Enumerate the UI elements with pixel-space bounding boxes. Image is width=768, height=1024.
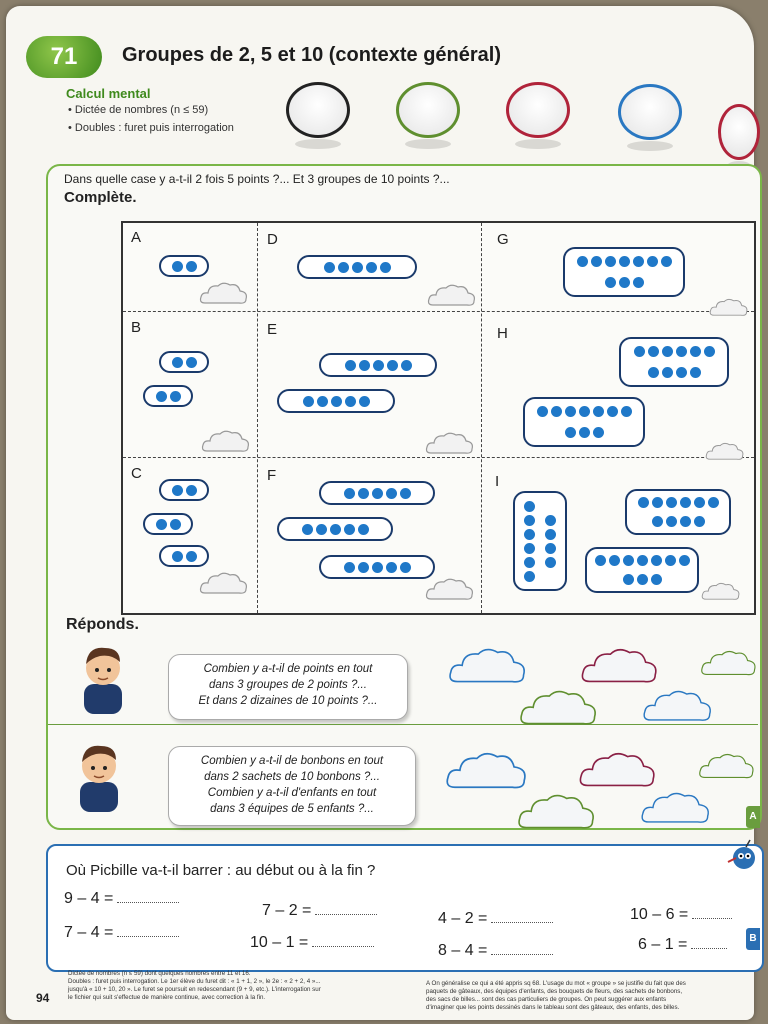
picbille-mascot-icon bbox=[724, 838, 760, 874]
dot-group-5 bbox=[319, 481, 435, 505]
answer-blank[interactable] bbox=[491, 912, 553, 923]
speech-bubble bbox=[168, 654, 408, 720]
subtraction-op: 7 – 2 = bbox=[262, 902, 377, 920]
dot-group-10 bbox=[619, 337, 729, 387]
answer-cloud[interactable] bbox=[701, 579, 741, 605]
exercise1-instruction: Complète. bbox=[64, 189, 137, 206]
answer-cloud[interactable] bbox=[709, 295, 749, 321]
subtraction-op: 10 – 1 = bbox=[250, 934, 374, 952]
dot-group-5 bbox=[297, 255, 417, 279]
answer-cloud[interactable] bbox=[578, 750, 658, 792]
dot-group-10 bbox=[513, 491, 567, 591]
answer-cloud[interactable] bbox=[199, 281, 249, 307]
answer-cloud[interactable] bbox=[705, 439, 745, 465]
calcul-mental-item: • Dictée de nombres (n ≤ 59) bbox=[68, 104, 209, 116]
exercise2-title: Réponds. bbox=[66, 616, 139, 633]
dot-groups-grid bbox=[121, 221, 756, 615]
dot-group-10 bbox=[625, 489, 731, 535]
dot-group-2 bbox=[143, 385, 193, 407]
answer-blank[interactable] bbox=[315, 904, 377, 915]
teacher-note-left: Dictée de nombres (n ≤ 59) dont quelques nombres entre 11 et 16. Doubles : furet puis interrogation. Le 1er élève du furet dit : « 1 + 1, 2 », le 2e : « 2 + 2, 4 »... jusqu'à « 10 + 10, 20 ». Le furet se poursuit en redescendant (9 + 9, etc.). L'interrogation sur le fichier qui suit s'effectue de manière continue, avec correction à la fin. bbox=[68, 970, 321, 1001]
bubble-line: Combien y a-t-il d'enfants en tout bbox=[207, 787, 377, 799]
bubble-line: Et dans 2 dizaines de 10 points ?... bbox=[198, 695, 378, 707]
answer-cloud[interactable] bbox=[444, 750, 530, 794]
cell-label-g: G bbox=[497, 231, 509, 248]
cell-label-f: F bbox=[267, 467, 277, 484]
answer-cloud[interactable] bbox=[199, 571, 249, 597]
answer-blank[interactable] bbox=[312, 936, 374, 947]
teacher-note-right: A On généralise ce qui a été appris sq 68. L'usage du mot « groupe » se justifie du fait que des paquets de gâteaux, des équipes d'enfants, des bouquets de fleurs, des sachets de bonbons, des sacs de billes... sont des cas particuliers de groupes. On peut suggérer aux enfants d'imaginer que les points dessinés dans le tableau sont des gâteaux, des enfants, des billes. bbox=[426, 980, 686, 1011]
dot-group-2 bbox=[159, 479, 209, 501]
dot-group-2 bbox=[143, 513, 193, 535]
answer-blank[interactable] bbox=[117, 892, 179, 903]
answer-ring bbox=[506, 82, 570, 138]
dot-group-5 bbox=[277, 389, 395, 413]
cell-label-b: B bbox=[131, 319, 142, 336]
answer-cloud[interactable] bbox=[425, 431, 475, 457]
dot-group-5 bbox=[319, 555, 435, 579]
answer-cloud[interactable] bbox=[201, 429, 251, 455]
section-tab-b: B bbox=[746, 928, 760, 950]
dot-group-5 bbox=[319, 353, 437, 377]
answer-ring bbox=[396, 82, 460, 138]
cell-label-d: D bbox=[267, 231, 278, 248]
exercise1-question: Dans quelle case y a-t-il 2 fois 5 points ?... Et 3 groupes de 10 points ?... bbox=[64, 172, 450, 186]
calcul-mental-title: Calcul mental bbox=[66, 86, 151, 101]
speech-bubble bbox=[168, 746, 416, 826]
page-number: 94 bbox=[36, 991, 50, 1005]
answer-blank[interactable] bbox=[692, 908, 732, 919]
subtraction-op: 8 – 4 = bbox=[438, 942, 553, 960]
subtraction-op: 4 – 2 = bbox=[438, 910, 553, 928]
answer-cloud[interactable] bbox=[580, 646, 660, 688]
dot-group-2 bbox=[159, 545, 209, 567]
bubble-line: Combien y a-t-il de points en tout bbox=[203, 663, 373, 675]
dot-group-2 bbox=[159, 351, 209, 373]
answer-ring bbox=[618, 84, 682, 140]
answer-cloud[interactable] bbox=[518, 688, 600, 730]
subtraction-op: 10 – 6 = bbox=[630, 906, 732, 924]
answer-ring bbox=[286, 82, 350, 138]
answer-cloud[interactable] bbox=[516, 792, 598, 834]
dot-group-10 bbox=[523, 397, 645, 447]
cell-label-c: C bbox=[131, 465, 142, 482]
cell-label-i: I bbox=[495, 473, 500, 490]
dot-group-10 bbox=[585, 547, 699, 593]
answer-cloud[interactable] bbox=[698, 746, 756, 788]
calcul-mental-item: • Doubles : furet puis interrogation bbox=[68, 122, 234, 134]
answer-blank[interactable] bbox=[117, 926, 179, 937]
child-avatar bbox=[78, 640, 128, 714]
answer-blank[interactable] bbox=[691, 938, 727, 949]
answer-cloud[interactable] bbox=[642, 686, 714, 728]
answer-cloud[interactable] bbox=[425, 577, 475, 603]
dot-group-2 bbox=[159, 255, 209, 277]
workbook-page bbox=[6, 6, 757, 1020]
bubble-line: dans 3 groupes de 2 points ?... bbox=[209, 679, 367, 691]
answer-blank[interactable] bbox=[491, 944, 553, 955]
bubble-line: Combien y a-t-il de bonbons en tout bbox=[200, 755, 384, 767]
answer-cloud[interactable] bbox=[446, 646, 530, 688]
lesson-number-badge: 71 bbox=[26, 36, 102, 78]
exercise3-question: Où Picbille va-t-il barrer : au début ou à la fin ? bbox=[66, 862, 376, 879]
child-avatar bbox=[74, 738, 124, 812]
bubble-line: dans 3 équipes de 5 enfants ?... bbox=[210, 803, 374, 815]
lesson-title: Groupes de 2, 5 et 10 (contexte général) bbox=[122, 44, 502, 66]
cell-label-h: H bbox=[497, 325, 508, 342]
dot-group-5 bbox=[277, 517, 393, 541]
subtraction-op: 6 – 1 = bbox=[638, 936, 727, 954]
answer-cloud[interactable] bbox=[640, 788, 712, 830]
answer-ring bbox=[718, 104, 760, 160]
subtraction-op: 9 – 4 = bbox=[64, 890, 179, 908]
section-tab-a: A bbox=[746, 806, 760, 828]
cell-label-a: A bbox=[131, 229, 142, 246]
bubble-line: dans 2 sachets de 10 bonbons ?... bbox=[204, 771, 380, 783]
subtraction-op: 7 – 4 = bbox=[64, 924, 179, 942]
answer-cloud[interactable] bbox=[427, 283, 477, 309]
answer-cloud[interactable] bbox=[700, 644, 758, 684]
dot-group-10 bbox=[563, 247, 685, 297]
cell-label-e: E bbox=[267, 321, 278, 338]
